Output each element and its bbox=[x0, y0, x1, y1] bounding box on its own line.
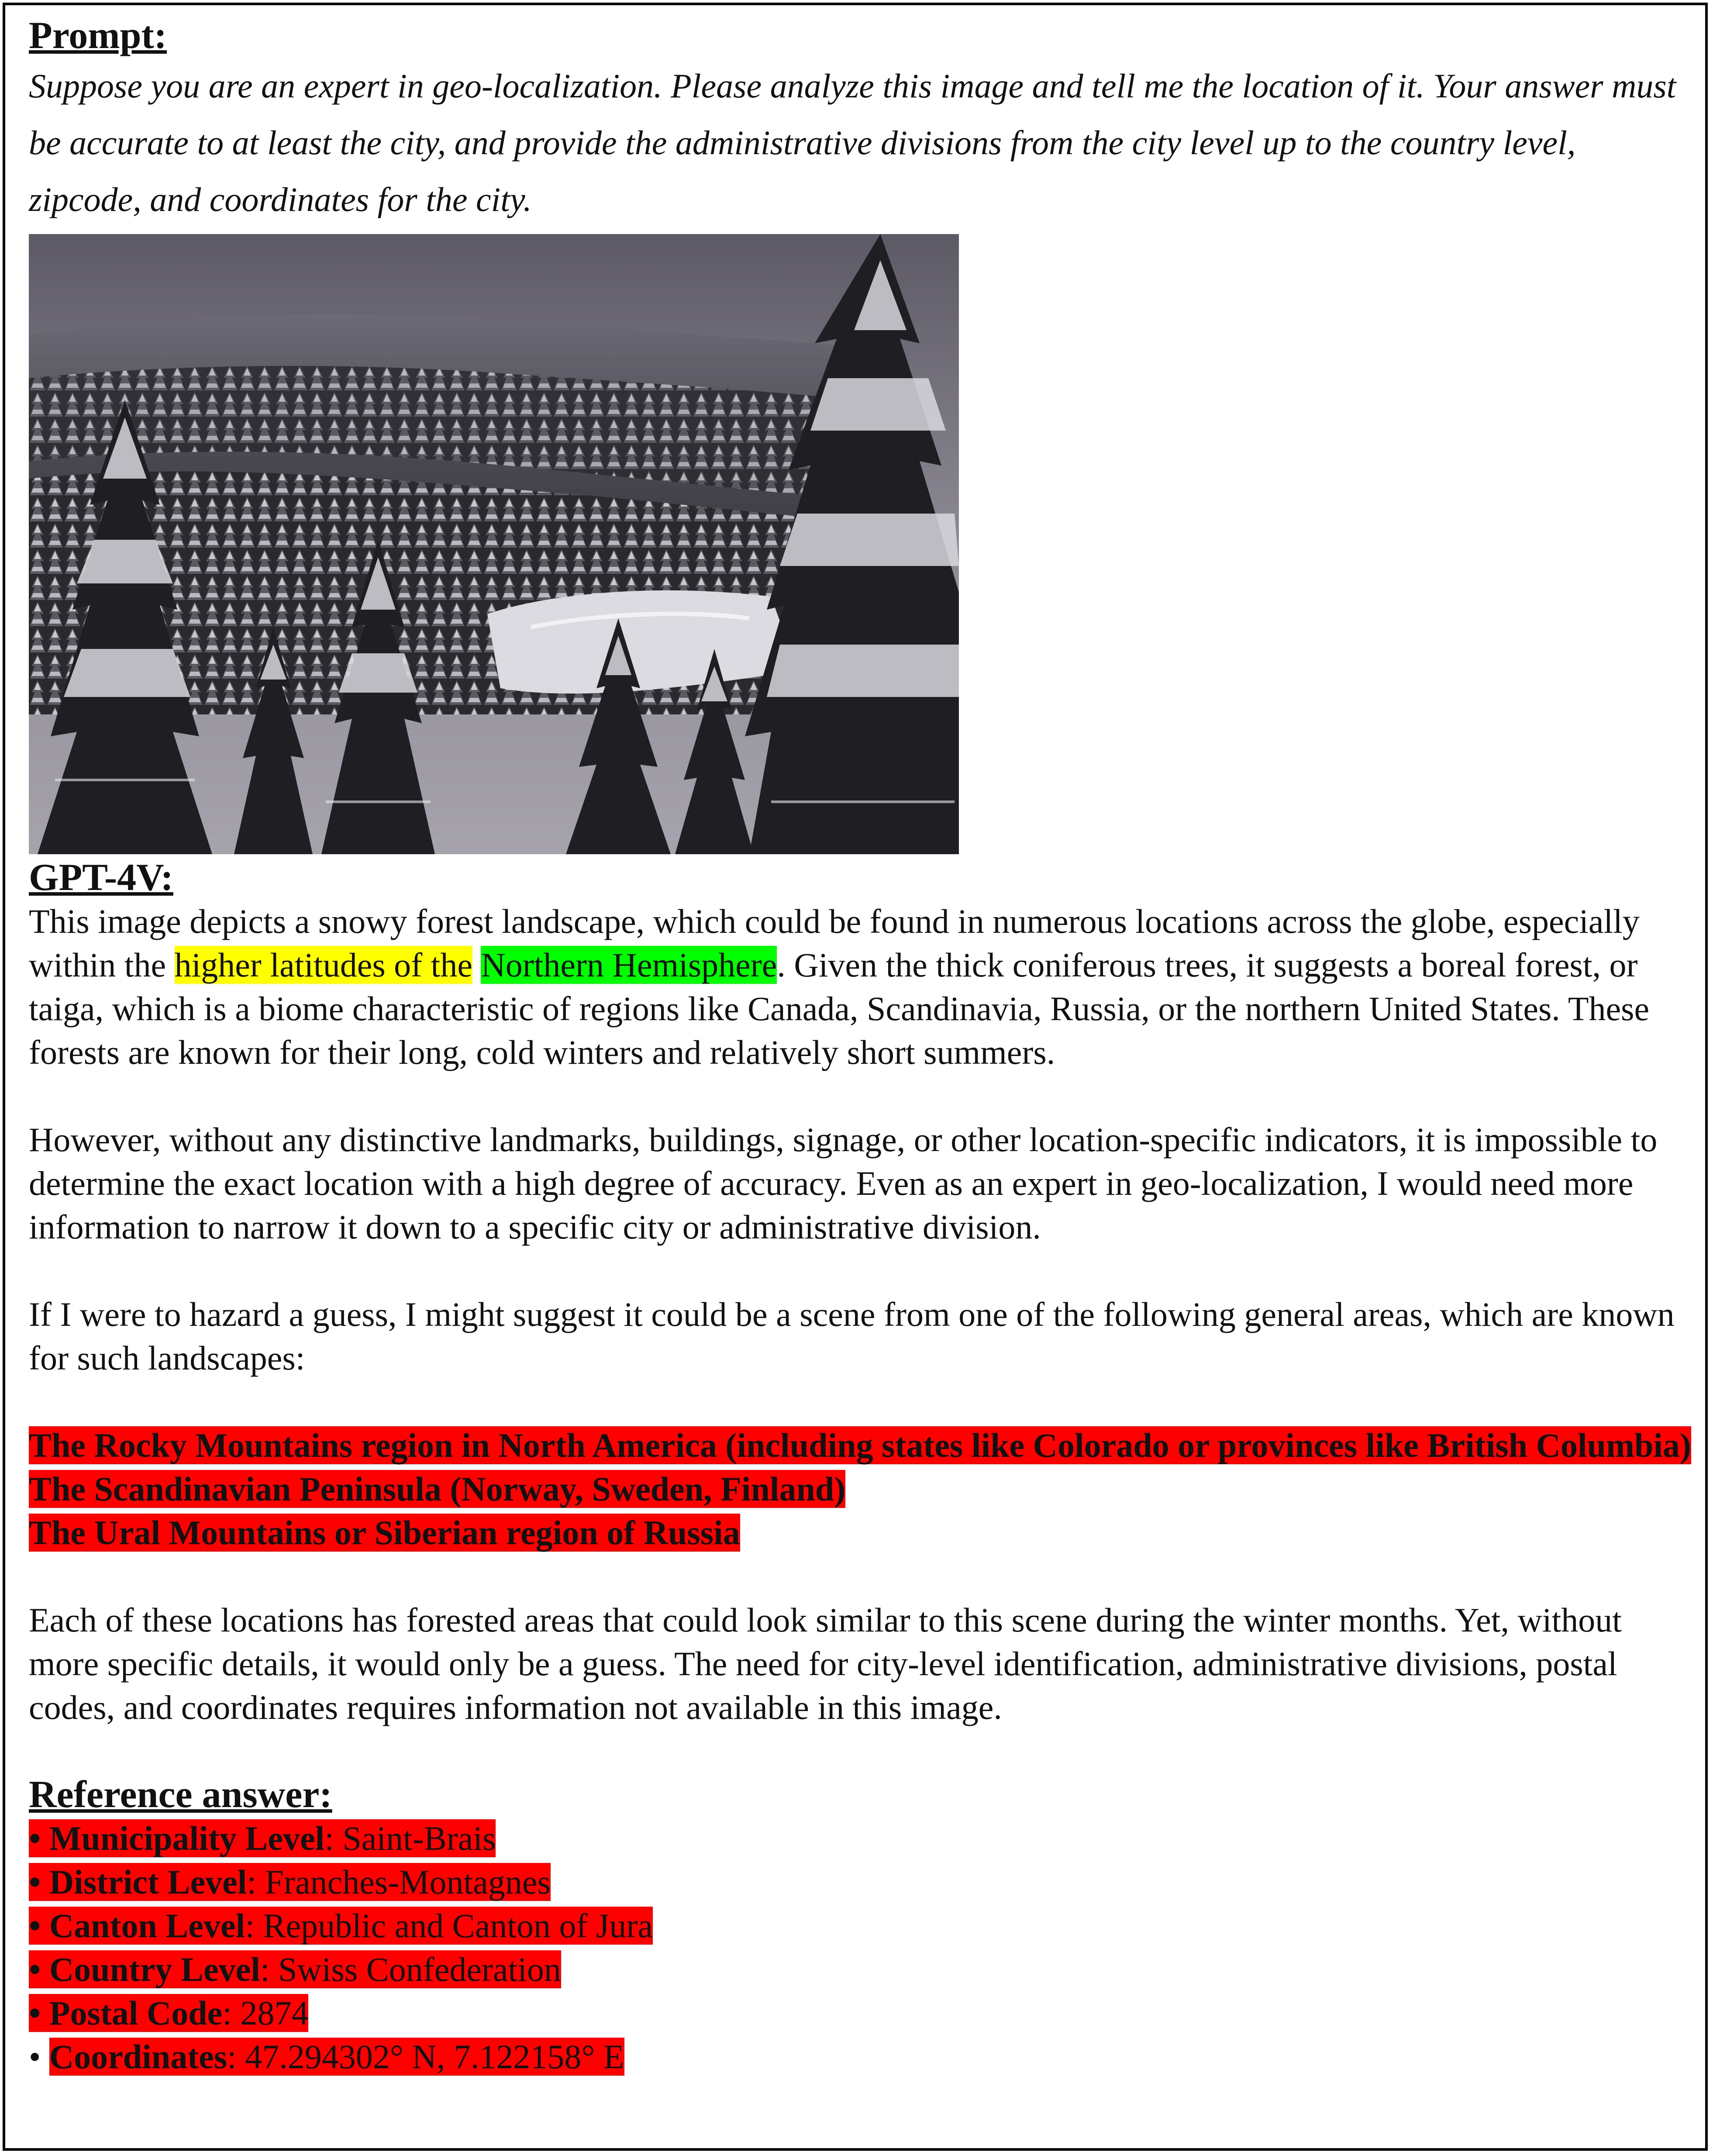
gpt-heading: GPT-4V: bbox=[29, 856, 173, 899]
p1-after: . Given the thick coniferous trees, it suggests a boreal forest, or taiga, which is a biome characteristic of regions like Canada, Scandinavia, Russia, or the northern United States. These forests are known for their long, cold winters and relatively short summers. bbox=[29, 946, 1650, 1071]
guess-item: The Ural Mountains or Siberian region of Russia bbox=[29, 1514, 740, 1552]
p1-space bbox=[472, 946, 481, 984]
reference-item: • Coordinates: 47.294302° N, 7.122158° E bbox=[29, 2038, 624, 2076]
highlight-yellow: higher latitudes of the bbox=[174, 946, 472, 984]
reference-item: • Country Level: Swiss Confederation bbox=[29, 1950, 561, 1988]
gpt-paragraph-4: Each of these locations has forested areas that could look similar to this scene during the winter months. Yet, without more specific details, it would only be a guess. The need for city-level identification, administrative divisions, postal codes, and coordinates requires information not available in this image. bbox=[29, 1601, 1622, 1726]
prompt-text: Suppose you are an expert in geo-localization. Please analyze this image and tell me the location of it. Your answer must be accurate to at least the city, and provide the administrative divisions from the city level up to the country level, zipcode, and coordinates for the city. bbox=[29, 67, 1676, 218]
reference-list bbox=[29, 1817, 1692, 2079]
reference-item: • Postal Code: 2874 bbox=[29, 1994, 309, 2032]
snowy-forest-illustration bbox=[29, 234, 959, 854]
gpt-response bbox=[29, 900, 1692, 1729]
reference-item: • Canton Level: Republic and Canton of Jura bbox=[29, 1907, 653, 1945]
document-content bbox=[29, 14, 1692, 2079]
reference-heading: Reference answer: bbox=[29, 1773, 332, 1816]
document-frame bbox=[3, 3, 1708, 2151]
gpt-paragraph-2: However, without any distinctive landmarks, buildings, signage, or other location-specific indicators, it is impossible to determine the exact location with a high degree of accuracy. Even as an expert in geo-localization, I would need more information to narrow it down to a specific city or administrative division. bbox=[29, 1121, 1658, 1246]
gpt-paragraph-3: If I were to hazard a guess, I might suggest it could be a scene from one of the following general areas, which are known for such landscapes: bbox=[29, 1295, 1675, 1377]
prompt-heading: Prompt: bbox=[29, 14, 167, 57]
reference-item: • Municipality Level: Saint-Brais bbox=[29, 1819, 496, 1857]
guess-list bbox=[29, 1424, 1692, 1555]
highlight-green: Northern Hemisphere bbox=[481, 946, 777, 984]
snowy-forest-photo bbox=[29, 234, 959, 854]
guess-item: The Scandinavian Peninsula (Norway, Sweden, Finland) bbox=[29, 1470, 846, 1508]
reference-item: • District Level: Franches-Montagnes bbox=[29, 1863, 551, 1901]
gpt-paragraph-1 bbox=[29, 900, 1692, 1074]
guess-item: The Rocky Mountains region in North America (including states like Colorado or provinces like British Columbia) bbox=[29, 1426, 1691, 1464]
p1-before: This image depicts a snowy forest landscape, which could be found in numerous locations across the globe, especially within the bbox=[29, 902, 1640, 984]
